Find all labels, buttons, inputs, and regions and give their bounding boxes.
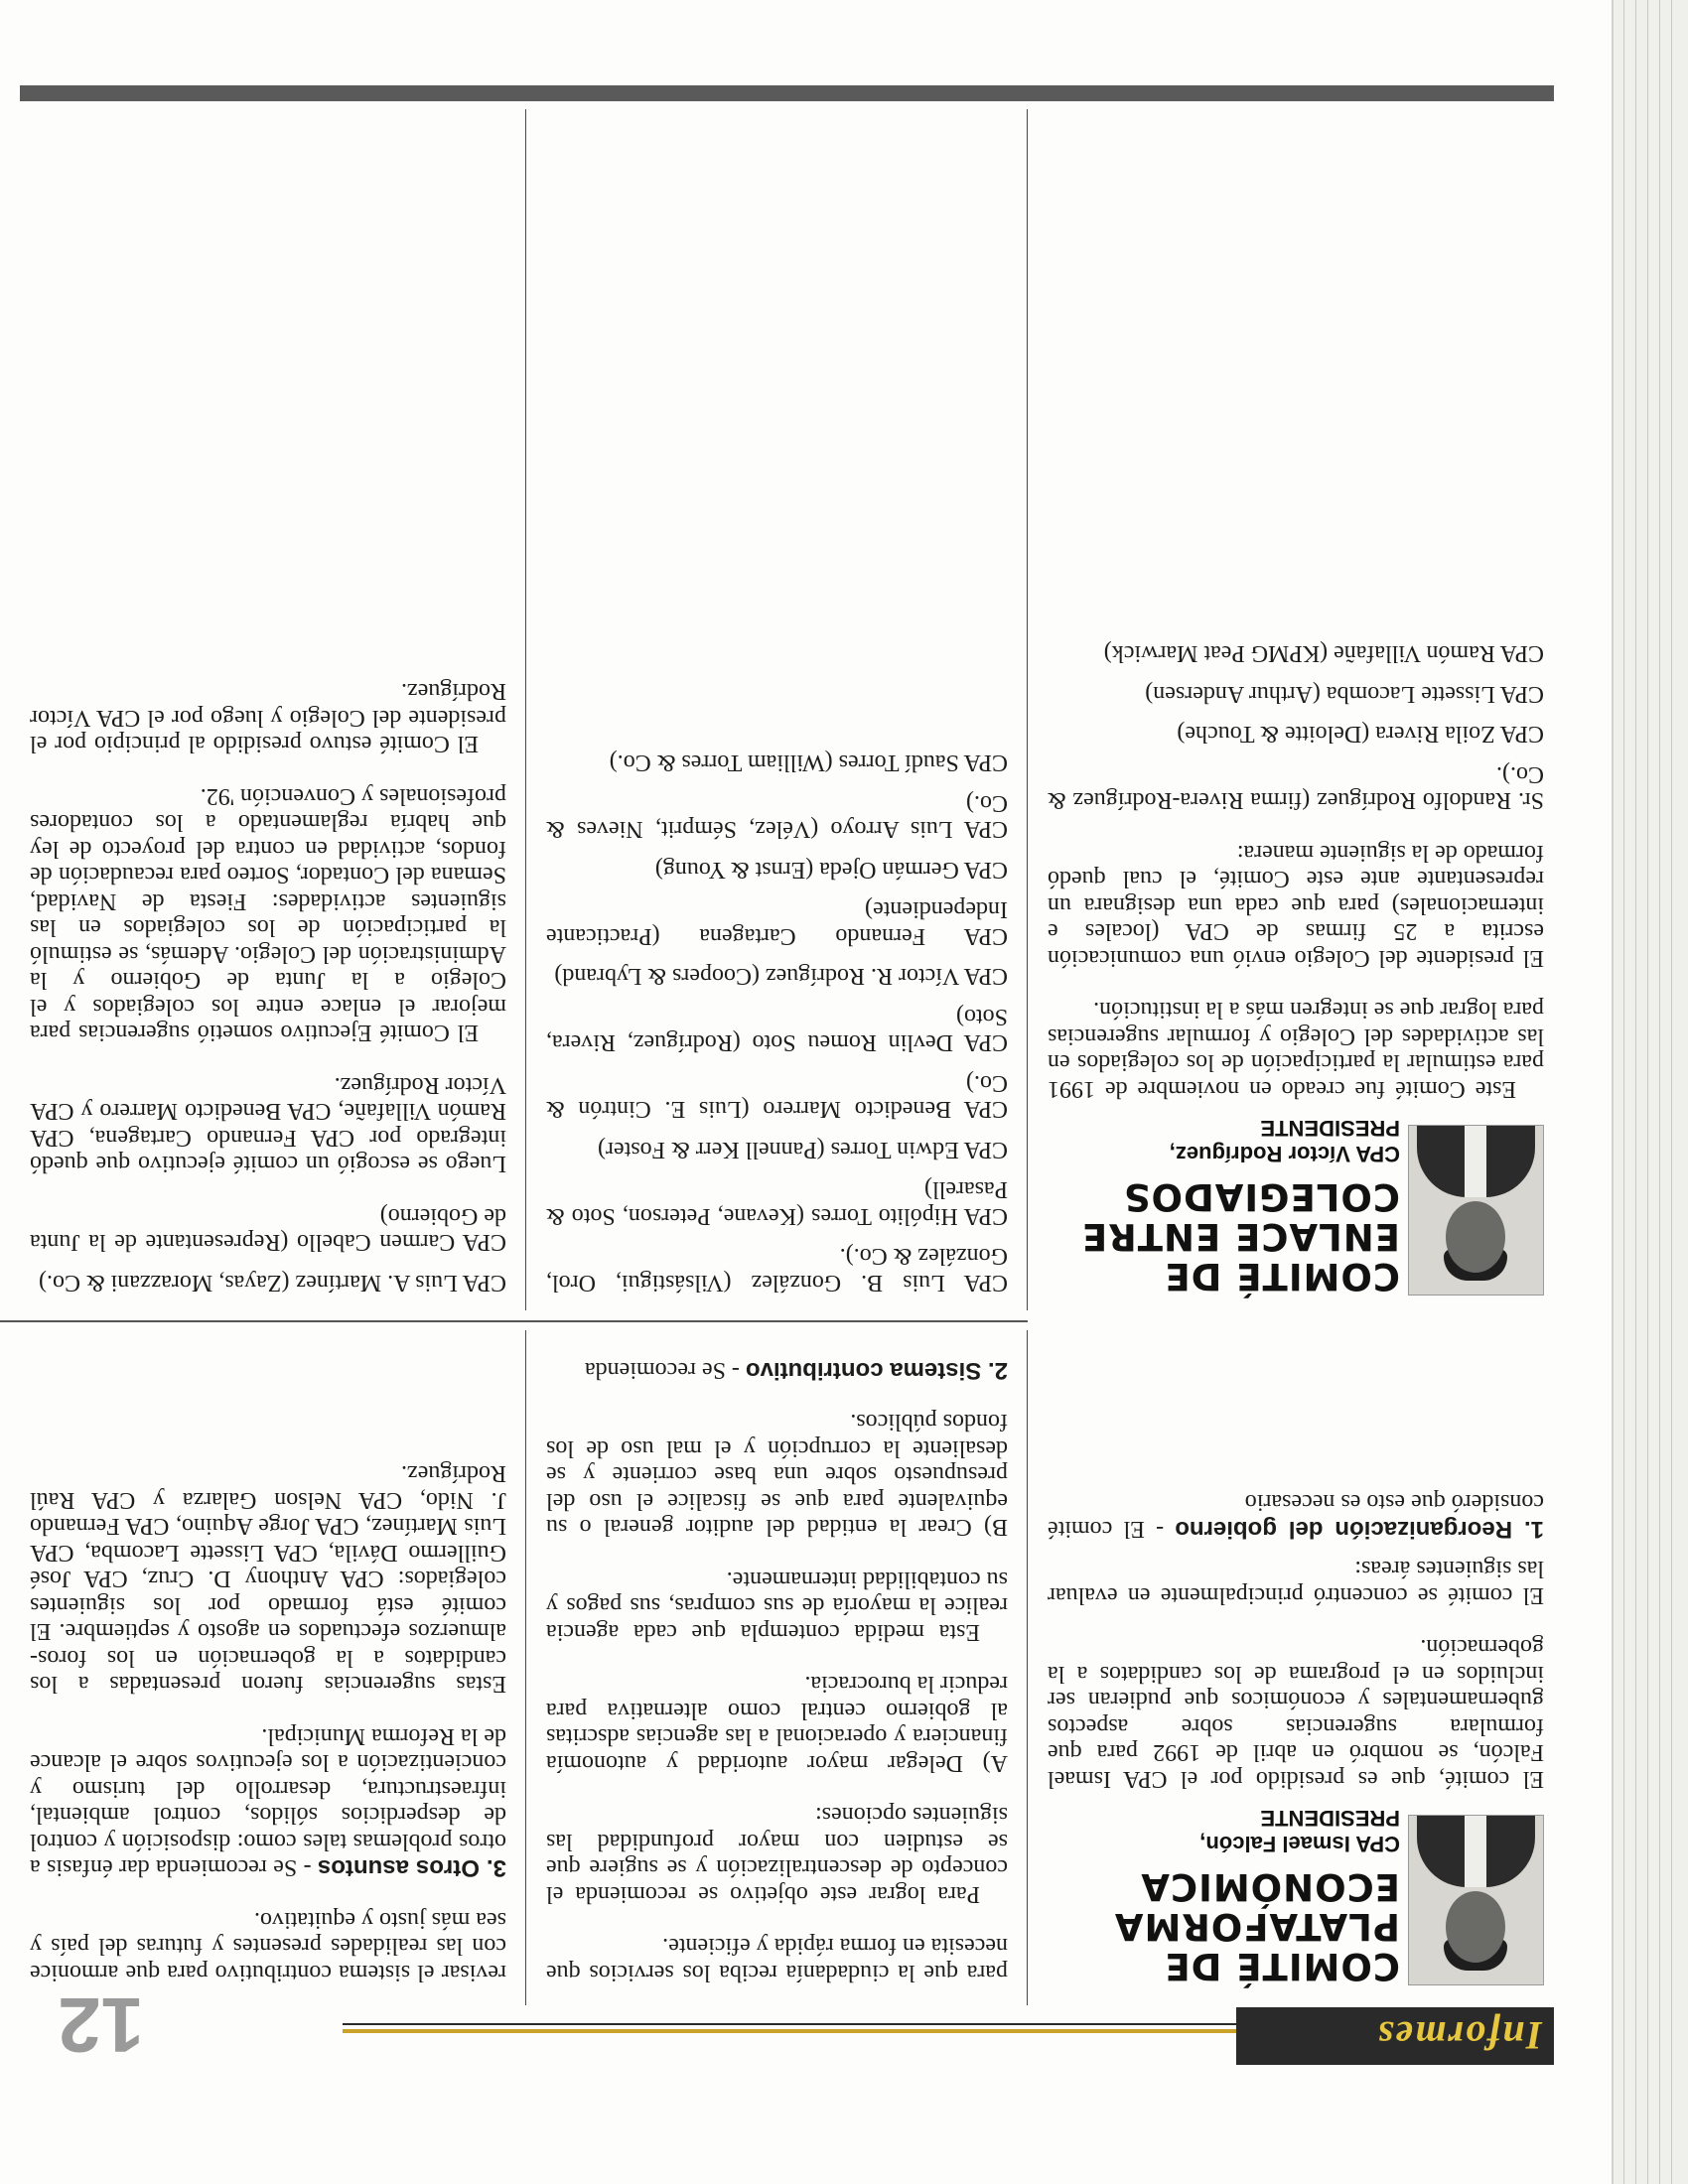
member: CPA Hipólito Torres (Kevane, Peterson, Soto & Pasarell)	[546, 1176, 1008, 1229]
member: CPA Víctor R. Rodríguez (Coopers & Lybrand)	[554, 963, 1008, 990]
header-rule	[343, 2029, 1236, 2033]
item-heading: 1. Reorganización del gobierno	[1175, 1516, 1544, 1543]
paragraph: Esta medida contempla que cada agencia realice la mayoría de sus compras, sus pagos y su contabilidad internamente.	[546, 1567, 1008, 1645]
member: CPA Lissette Lacomba (Arthur Andersen)	[1145, 681, 1544, 707]
paragraph: El Comité Ejecutivo sometió sugerencias para mejorar el enlace entre los colegiados y el Colegio a la Junta de Gobierno y la Administración del Colegio. Además, se estimuló la participación de los colegiados en las siguientes actividades: Fiesta de Navidad, Semana del Contador, Sorteo para recaudación de fondos, actividad en contra del proyecto de ley que habría reglamentado a los contadores profesionales y Convención '92.	[30, 783, 506, 1046]
section-title: COMITÉ DE PLATAFORMA ECONÓMICA	[1113, 1865, 1400, 1987]
member: CPA Fernando Cartagena (Practicante Independiente)	[546, 896, 1008, 949]
column-3	[30, 652, 506, 1296]
paragraph: El Comité estuvo presidido al principio por el presidente del Colegio y luego por el CPA Víctor Rodríguez.	[30, 678, 506, 757]
column-2	[546, 736, 1008, 1296]
column-rule	[525, 109, 526, 1310]
column-1	[1048, 1463, 1544, 1792]
column-rule	[1027, 1330, 1028, 2005]
column-rule	[525, 1330, 526, 2005]
paragraph: Para lograr este objetivo se recomienda el concepto de descentralización y se sugiere que se estudien con mayor profundidad las siguientes opciones:	[546, 1802, 1008, 1907]
paragraph: 2. Sistema contributivo - Se recomienda	[585, 1357, 1008, 1384]
member: CPA Luis A. Martínez (Zayas, Morazzani & Co.)	[38, 1270, 506, 1296]
column-2	[546, 1331, 1008, 1986]
paragraph: para que la ciudadanía reciba los servicios que necesita en forma rápida y eficiente.	[546, 1933, 1008, 1985]
member: CPA Luis B. González (Vilsástigui, Orol, González & Co.).	[546, 1243, 1008, 1296]
member: Sr. Randolfo Rodríguez (firma Rivera-Rodríguez & Co.).	[1048, 761, 1544, 814]
column-3	[30, 1434, 506, 1985]
header-rule	[343, 2023, 1236, 2025]
member: CPA Luis Arroyo (Vélez, Sémprit, Nieves & Co.)	[546, 790, 1008, 843]
member: CPA Zoila Rivera (Deloitte & Touche)	[1177, 721, 1544, 748]
member: CPA Saudí Torres (William Torres & Co.)	[609, 750, 1008, 776]
paragraph: El comité se concentró principalmente en evaluar las siguientes áreas:	[1048, 1556, 1544, 1608]
president-photo	[1408, 1815, 1544, 1985]
paragraph: Luego se escogió un comité ejecutivo que quedó integrado por CPA Fernando Cartagena, CPA Ramón Villafañe, CPA Benedicto Marrero y CPA Víctor Rodríguez.	[30, 1072, 506, 1177]
member: CPA Edwin Torres (Pannell Kerr & Foster)	[598, 1137, 1008, 1162]
section-title: COMITÉ DE ENLACE ENTRE COLEGIADOS	[1080, 1175, 1400, 1297]
member: CPA Devlin Romeu Soto (Rodríguez, Rivera, Soto)	[546, 1004, 1008, 1056]
item-heading: 3. Otros asuntos	[317, 1854, 506, 1882]
item-heading: 2. Sistema contributivo	[745, 1357, 1008, 1384]
president-photo	[1408, 1125, 1544, 1296]
paragraph: 1. Reorganización del gobierno - El comité consideró que esto es necesario	[1048, 1489, 1544, 1543]
page-number: 12	[58, 1981, 144, 2069]
column-rule	[1027, 109, 1028, 1310]
president-caption: CPA Víctor Rodríguez, PRESIDENTE	[1169, 1116, 1400, 1166]
bottom-rule	[20, 85, 1554, 101]
paragraph: El comité, que es presidido por el CPA Ismael Falcón, se nombró en abril de 1992 para que formulara sugerencias sobre aspectos gubernamentales y económicos que pudieran ser incluidos en el programa de los candidatos a la gobernación.	[1048, 1634, 1544, 1792]
paragraph: El presidente del Colegio envió una comunicación escrita a 25 firmas de CPA (locales e internacionales) para que cada una designara un representante ante este Comité, el cual quedó formado de la siguiente manera:	[1048, 840, 1544, 971]
member: CPA Ramón Villafañe (KPMG Peat Marwick)	[1103, 640, 1544, 667]
paragraph: B) Crear la entidad del auditor general o su equivalente para que se fiscalice el uso del presupuesto sobre una base corriente y se desaliente la corrupción y el mal uso de los fondos públicos.	[546, 1409, 1008, 1541]
member: CPA Germán Ojeda (Ernst & Young)	[654, 857, 1008, 883]
section-header: Informes	[1236, 2007, 1554, 2065]
column-1	[1048, 626, 1544, 1102]
paragraph: Este Comité fue creado en noviembre de 1991 para estimular la participación de los colegiados en las actividades del Colegio y formular sugerencias para lograr que se integren más a la institución.	[1048, 997, 1544, 1102]
page-edge	[1612, 0, 1688, 2184]
paragraph: 3. Otros asuntos - Se recomienda dar énfasis a otros problemas tales como: disposición y control de desperdicios sólidos, control ambiental, infraestructura, desarrollo del turismo y concientización a los ejecutivos sobre el alcance de la Reforma Municipal.	[30, 1723, 506, 1882]
member: CPA Carmen Cabello (Representante de la Junta de Gobierno)	[30, 1203, 506, 1256]
member: CPA Benedicto Marrero (Luis E. Cintrón & Co.)	[546, 1070, 1008, 1123]
paragraph: revisar el sistema contributivo para que armonice con las realidades presentes y futuras del país y sea más justo y equitativo.	[30, 1907, 506, 1985]
section-divider	[0, 1320, 1028, 1322]
president-caption: CPA Ismael Falcón, PRESIDENTE	[1199, 1806, 1400, 1856]
paragraph: A) Delegar mayor autoridad y autonomía financiera y operacional a las agencias adscritas al gobierno central como alternativa para reducir la burocracia.	[546, 1671, 1008, 1776]
paragraph: Estas sugerencias fueron presentadas a los candidatos a la gobernación en los foros-almuerzos efectuados en agosto y septiembre. El comité está formado por los siguientes colegiados: CPA Anthony D. Cruz, CPA José Guillermo Dávila, CPA Lissette Lacomba, CPA Luis Martínez, CPA Jorge Aquino, CPA Fernando J. Nido, CPA Nelson Galarza y CPA Raúl Rodríguez.	[30, 1460, 506, 1698]
